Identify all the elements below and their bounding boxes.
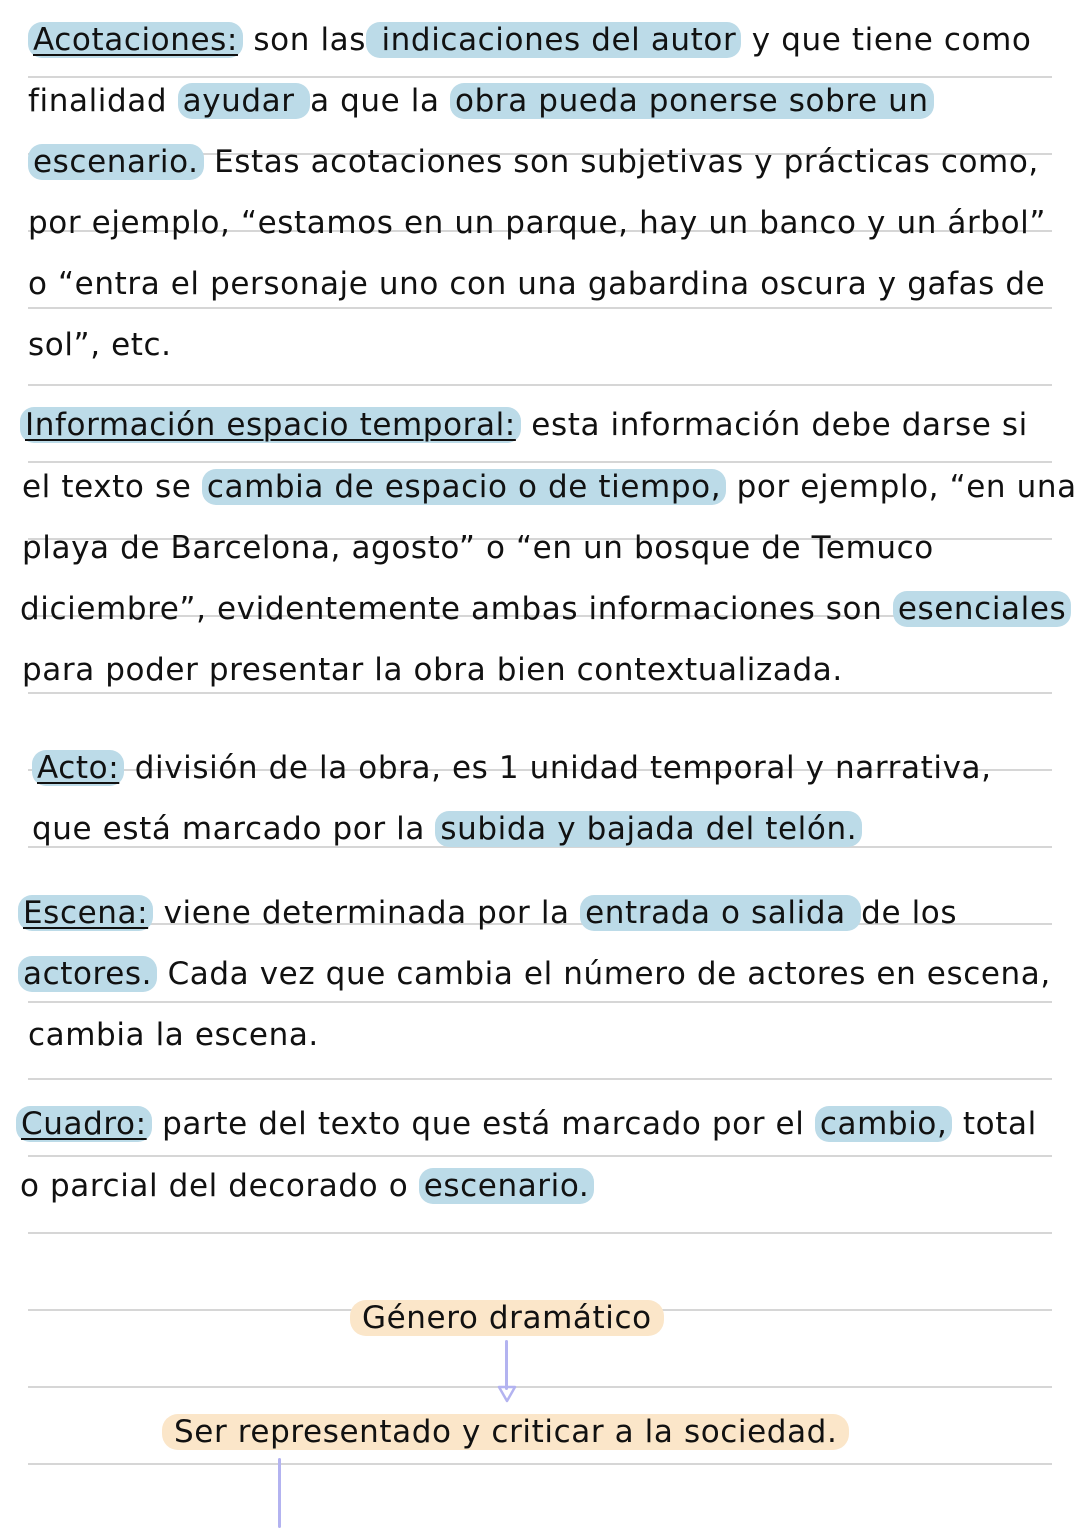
text: Estas acotaciones son subjetivas y prácticas como, xyxy=(203,144,1039,180)
arrow-line xyxy=(278,1458,281,1528)
term-acto: Acto: xyxy=(32,750,124,786)
node-genero-dramatico: Género dramático xyxy=(350,1300,664,1336)
ruled-line xyxy=(28,76,1052,78)
ruled-line xyxy=(28,692,1052,694)
paragraph-line: o “entra el personaje uno con una gabardina oscura y gafas de xyxy=(28,266,1046,302)
ruled-line xyxy=(28,1386,1052,1388)
highlight: obra pueda ponerse sobre un xyxy=(450,83,934,119)
text: esta información debe darse si xyxy=(520,407,1028,443)
text: finalidad xyxy=(28,83,178,119)
paragraph-line xyxy=(20,1166,594,1206)
ruled-line xyxy=(28,1463,1052,1465)
highlight: cambia de espacio o de tiempo, xyxy=(202,469,726,505)
highlight: escenario. xyxy=(28,144,204,180)
paragraph-line: sol”, etc. xyxy=(28,327,172,363)
term-acotaciones: Acotaciones: xyxy=(28,22,243,58)
ruled-line xyxy=(28,461,1052,463)
highlight: subida y bajada del telón. xyxy=(435,811,862,847)
text: son las xyxy=(242,22,367,58)
highlight: ayudar xyxy=(178,83,310,119)
term-cuadro: Cuadro: xyxy=(16,1106,152,1142)
highlight: actores. xyxy=(18,956,157,992)
text: por ejemplo, “en una xyxy=(726,469,1077,505)
text: parte del texto que está marcado por el xyxy=(151,1106,815,1142)
paragraph-line xyxy=(16,1104,1037,1144)
ruled-line xyxy=(28,1078,1052,1080)
term-escena: Escena: xyxy=(18,895,153,931)
paragraph-line xyxy=(28,142,1039,182)
highlight: indicaciones del autor xyxy=(366,22,741,58)
ruled-line xyxy=(28,384,1052,386)
ruled-line xyxy=(28,307,1052,309)
text: o parcial del decorado o xyxy=(20,1168,419,1204)
text: viene determinada por la xyxy=(153,895,581,931)
highlight: cambio, xyxy=(815,1106,953,1142)
paragraph-line xyxy=(20,589,1071,629)
text: que está marcado por la xyxy=(32,811,436,847)
paragraph-line xyxy=(20,405,1028,445)
paragraph-line xyxy=(32,748,992,788)
paragraph-line: playa de Barcelona, agosto” o “en un bosque de Temuco xyxy=(22,530,934,566)
ruled-line xyxy=(28,1232,1052,1234)
text: división de la obra, es 1 unidad temporal y narrativa, xyxy=(124,750,992,786)
paragraph-line xyxy=(28,81,934,121)
arrow-line xyxy=(505,1340,508,1390)
term-informacion-espacio-temporal: Información espacio temporal: xyxy=(20,407,521,443)
paragraph-line: por ejemplo, “estamos en un parque, hay un banco y un árbol” xyxy=(28,205,1047,241)
highlight: escenario. xyxy=(419,1168,595,1204)
paragraph-line xyxy=(32,809,862,849)
paragraph-line xyxy=(22,467,1077,507)
diagram-node xyxy=(162,1412,849,1452)
paragraph-line: cambia la escena. xyxy=(28,1017,319,1053)
ruled-line xyxy=(28,1001,1052,1003)
down-arrow-icon xyxy=(497,1384,517,1404)
text: total xyxy=(952,1106,1037,1142)
text: y que tiene como xyxy=(741,22,1032,58)
paragraph-line xyxy=(18,954,1051,994)
text: Cada vez que cambia el número de actores en escena, xyxy=(157,956,1051,992)
paragraph-line: para poder presentar la obra bien contextualizada. xyxy=(22,652,843,688)
text: a que la xyxy=(310,83,451,119)
text: el texto se xyxy=(22,469,202,505)
ruled-line xyxy=(28,1155,1052,1157)
highlight: entrada o salida xyxy=(580,895,861,931)
highlight: esenciales xyxy=(893,591,1071,627)
paragraph-line xyxy=(28,20,1031,60)
node-ser-representado: Ser representado y criticar a la sociedad. xyxy=(162,1414,849,1450)
text: diciembre”, evidentemente ambas informaciones son xyxy=(20,591,893,627)
diagram-node xyxy=(350,1298,664,1338)
text: de los xyxy=(861,895,958,931)
paragraph-line xyxy=(18,893,957,933)
